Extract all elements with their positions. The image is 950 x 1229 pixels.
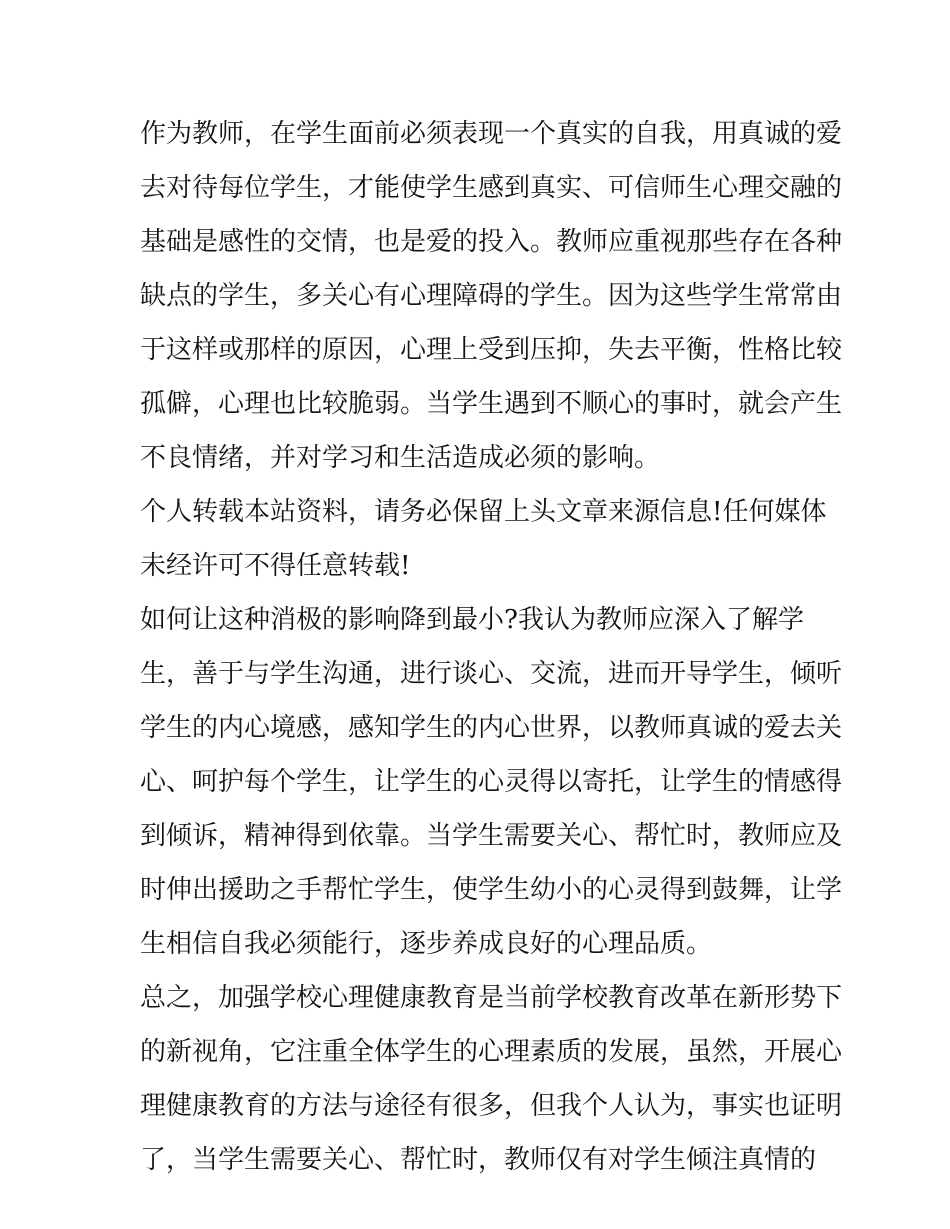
- text-line: 孤僻，心理也比较脆弱。当学生遇到不顺心的事时，就会产生: [140, 389, 843, 419]
- text-line: 不良情绪，并对学习和生活造成必须的影响。: [140, 443, 661, 473]
- text-line: 了，当学生需要关心、帮忙时，教师仅有对学生倾注真情的: [140, 1145, 817, 1175]
- text-line: 总之，加强学校心理健康教育是当前学校教育改革在新形势下: [140, 983, 843, 1013]
- text-line: 如何让这种消极的影响降到最小?我认为教师应深入了解学: [140, 605, 804, 635]
- text-line: 生相信自我必须能行，逐步养成良好的心理品质。: [140, 929, 713, 959]
- text-line: 基础是感性的交情，也是爱的投入。教师应重视那些存在各种: [140, 227, 843, 257]
- text-line: 心、呵护每个学生，让学生的心灵得以寄托，让学生的情感得: [140, 767, 843, 797]
- text-line: 于这样或那样的原因，心理上受到压抑，失去平衡，性格比较: [140, 335, 843, 365]
- text-line: 缺点的学生，多关心有心理障碍的学生。因为这些学生常常由: [140, 281, 843, 311]
- text-line: 未经许可不得任意转载!: [140, 551, 411, 581]
- text-line: 到倾诉，精神得到依靠。当学生需要关心、帮忙时，教师应及: [140, 821, 843, 851]
- text-line: 理健康教育的方法与途径有很多，但我个人认为，事实也证明: [140, 1091, 843, 1121]
- text-line: 去对待每位学生，才能使学生感到真实、可信师生心理交融的: [140, 173, 843, 203]
- document-body: [140, 107, 843, 1187]
- text-line: 的新视角，它注重全体学生的心理素质的发展，虽然，开展心: [140, 1037, 843, 1067]
- text-line: 生，善于与学生沟通，进行谈心、交流，进而开导学生，倾听: [140, 659, 843, 689]
- text-line: 个人转载本站资料，请务必保留上头文章来源信息!任何媒体: [140, 497, 827, 527]
- text-line: 学生的内心境感，感知学生的内心世界，以教师真诚的爱去关: [140, 713, 843, 743]
- text-line: 作为教师，在学生面前必须表现一个真实的自我，用真诚的爱: [140, 119, 843, 149]
- text-line: 时伸出援助之手帮忙学生，使学生幼小的心灵得到鼓舞，让学: [140, 875, 843, 905]
